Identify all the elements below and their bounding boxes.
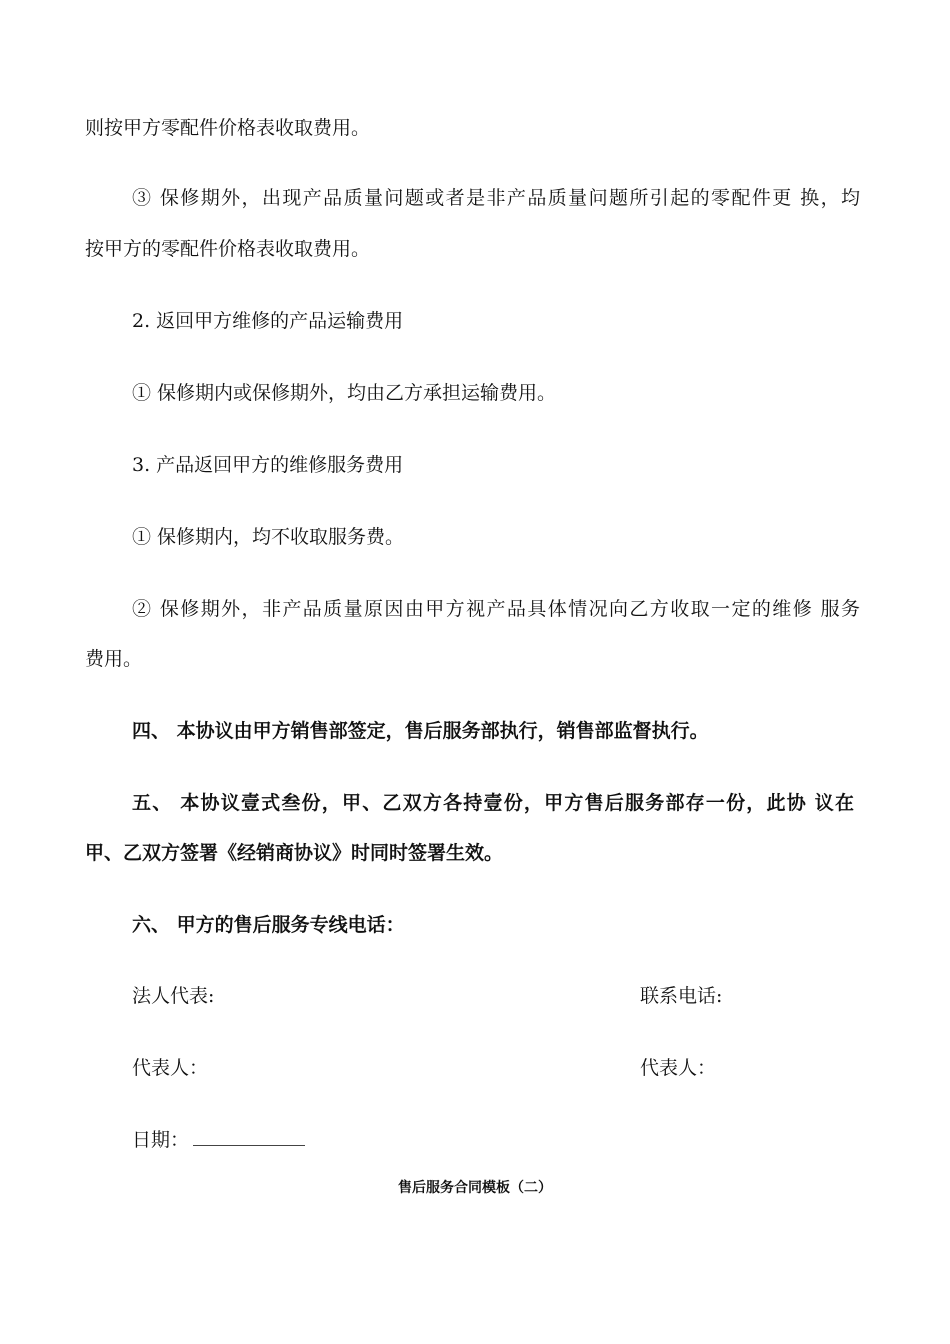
- representative-left-label: 代表人：: [132, 1057, 209, 1079]
- paragraph-out-of-warranty-service-line1: ② 保修期外，非产品质量原因由甲方视产品具体情况向乙方收取一定的维修 服务: [132, 598, 860, 620]
- date-label: 日期：: [132, 1129, 190, 1151]
- date-field: [132, 1128, 305, 1152]
- clause-four: 四、 本协议由甲方销售部签定，售后服务部执行，销售部监督执行。: [132, 720, 709, 742]
- date-blank-line: [193, 1129, 305, 1146]
- paragraph-out-of-warranty-parts-line1: ③ 保修期外，出现产品质量问题或者是非产品质量问题所引起的零配件更 换，均: [132, 187, 860, 209]
- section-service-fee-heading: 3. 产品返回甲方的维修服务费用: [132, 454, 404, 476]
- section-transport-fee-heading: 2. 返回甲方维修的产品运输费用: [132, 310, 404, 332]
- paragraph-in-warranty-service: ① 保修期内，均不收取服务费。: [132, 526, 405, 548]
- paragraph-transport-fee: ① 保修期内或保修期外，均由乙方承担运输费用。: [132, 382, 557, 404]
- clause-five-line1: 五、 本协议壹式叁份，甲、乙双方各持壹份，甲方售后服务部存一份，此协 议在: [132, 792, 854, 814]
- paragraph-out-of-warranty-parts-line2: 按甲方的零配件价格表收取费用。: [85, 238, 371, 260]
- next-document-title: 售后服务合同模板（二）: [398, 1180, 552, 1196]
- paragraph-parts-fee-cont: 则按甲方零配件价格表收取费用。: [85, 117, 371, 139]
- clause-five-line2: 甲、乙双方签署《经销商协议》时同时签署生效。: [85, 842, 504, 864]
- clause-six: 六、 甲方的售后服务专线电话：: [132, 914, 405, 936]
- contact-phone-label: 联系电话:: [640, 985, 723, 1007]
- legal-rep-label: 法人代表:: [132, 985, 215, 1007]
- paragraph-out-of-warranty-service-line2: 费用。: [85, 648, 143, 670]
- representative-right-label: 代表人：: [640, 1057, 717, 1079]
